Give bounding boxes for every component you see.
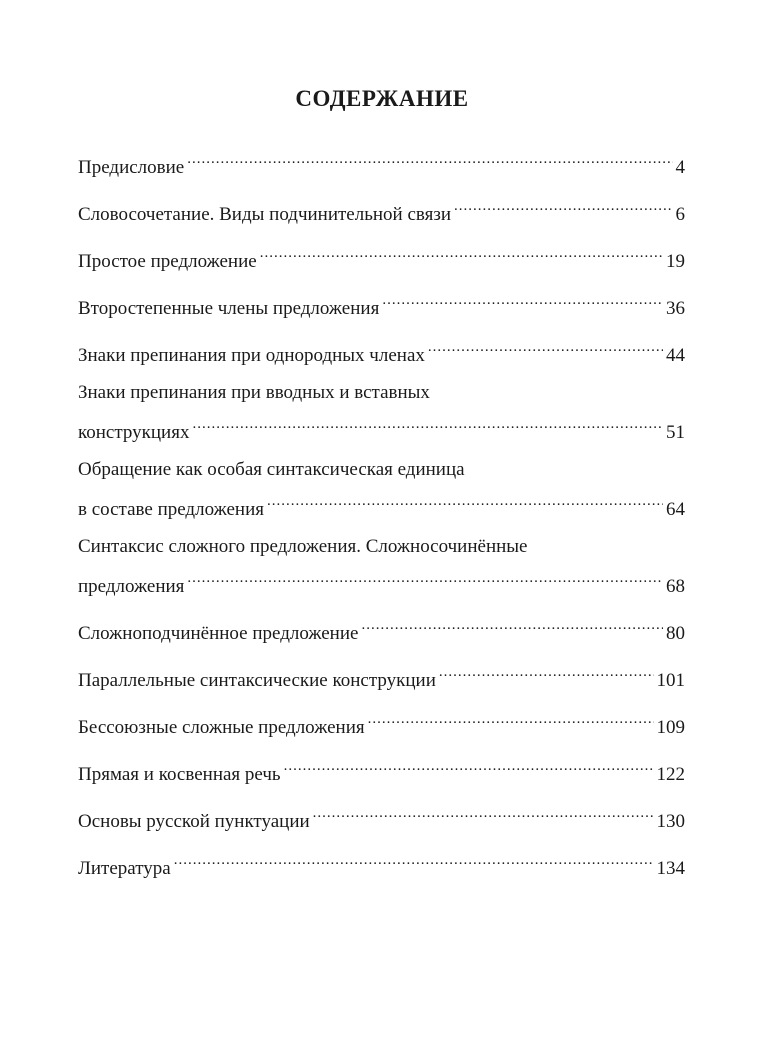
toc-entry[interactable]: [78, 750, 685, 790]
toc-entry-title: Предисловие: [78, 157, 185, 178]
toc-page-number: 51: [666, 422, 685, 443]
toc-entry-line: [78, 331, 685, 371]
toc-entry-title: Бессоюзные сложные предложения: [78, 717, 365, 738]
toc-entry-line: [78, 408, 685, 448]
toc-entry-title: Сложноподчинённое предложение: [78, 623, 359, 644]
toc-entry[interactable]: [78, 331, 685, 371]
toc-page-number: 36: [666, 298, 685, 319]
dot-leader: [187, 562, 663, 592]
toc-entry-line: [78, 750, 685, 790]
toc-entry-title: Прямая и косвенная речь: [78, 764, 281, 785]
toc-entry-title: Простое предложение: [78, 251, 257, 272]
toc-page-number: 4: [675, 157, 685, 178]
toc-entry-title: Второстепенные члены предложения: [78, 298, 380, 319]
toc-entry-line: [78, 609, 685, 649]
dot-leader: [174, 844, 654, 874]
toc-entry-line: [78, 190, 685, 230]
toc-entry[interactable]: [78, 703, 685, 743]
toc-page-number: 101: [656, 670, 685, 691]
toc-page-number: 64: [666, 499, 685, 520]
toc-page-number: 130: [656, 811, 685, 832]
toc-entry-title: предложения: [78, 576, 185, 597]
toc-entry-line: [78, 562, 685, 602]
toc-entry[interactable]: [78, 143, 685, 183]
toc-page-number: 134: [656, 858, 685, 879]
toc-entry-title-line: Синтаксис сложного предложения. Сложносочинённые: [78, 536, 528, 557]
toc-page-number: 80: [666, 623, 685, 644]
toc-entry[interactable]: [78, 237, 685, 277]
toc-page-number: 6: [675, 204, 685, 225]
toc-entry-line: [78, 703, 685, 743]
toc-entry-title-line: Знаки препинания при вводных и вставных: [78, 382, 430, 403]
dot-leader: [454, 190, 672, 220]
dot-leader: [192, 408, 663, 438]
dot-leader: [284, 750, 654, 780]
toc-page-number: 19: [666, 251, 685, 272]
toc-entry-title: Знаки препинания при однородных членах: [78, 345, 425, 366]
toc-entry[interactable]: [78, 609, 685, 649]
dot-leader: [313, 797, 654, 827]
dot-leader: [187, 143, 672, 173]
toc-page-number: 109: [656, 717, 685, 738]
toc-entry-title: в составе предложения: [78, 499, 264, 520]
toc-entry-title: Литература: [78, 858, 171, 879]
dot-leader: [439, 656, 654, 686]
toc-entry-title: конструкциях: [78, 422, 190, 443]
toc-page-number: 44: [666, 345, 685, 366]
toc-entry[interactable]: [78, 190, 685, 230]
dot-leader: [382, 284, 663, 314]
dot-leader: [361, 609, 663, 639]
toc-page-number: 68: [666, 576, 685, 597]
toc-entry[interactable]: [78, 656, 685, 696]
dot-leader: [428, 331, 663, 361]
dot-leader: [368, 703, 654, 733]
toc-entry-title: Словосочетание. Виды подчинительной связи: [78, 204, 452, 225]
toc-entry-line: [78, 237, 685, 277]
table-of-contents: [78, 143, 685, 891]
toc-entry[interactable]: [78, 284, 685, 324]
dot-leader: [260, 237, 663, 267]
toc-entry-line: [78, 656, 685, 696]
toc-page-number: 122: [656, 764, 685, 785]
toc-entry-line: [78, 284, 685, 324]
toc-entry-line: [78, 143, 685, 183]
toc-entry-line: [78, 844, 685, 884]
toc-entry-line: [78, 797, 685, 837]
toc-entry-title-line: Обращение как особая синтаксическая единица: [78, 459, 465, 480]
toc-entry[interactable]: [78, 844, 685, 884]
dot-leader: [267, 485, 663, 515]
toc-entry[interactable]: [78, 532, 685, 602]
toc-entry[interactable]: [78, 455, 685, 525]
toc-entry[interactable]: [78, 797, 685, 837]
toc-entry-line: [78, 485, 685, 525]
toc-entry[interactable]: [78, 378, 685, 448]
page-title: СОДЕРЖАНИЕ: [295, 86, 469, 111]
toc-entry-title: Основы русской пунктуации: [78, 811, 310, 832]
toc-entry-title: Параллельные синтаксические конструкции: [78, 670, 436, 691]
